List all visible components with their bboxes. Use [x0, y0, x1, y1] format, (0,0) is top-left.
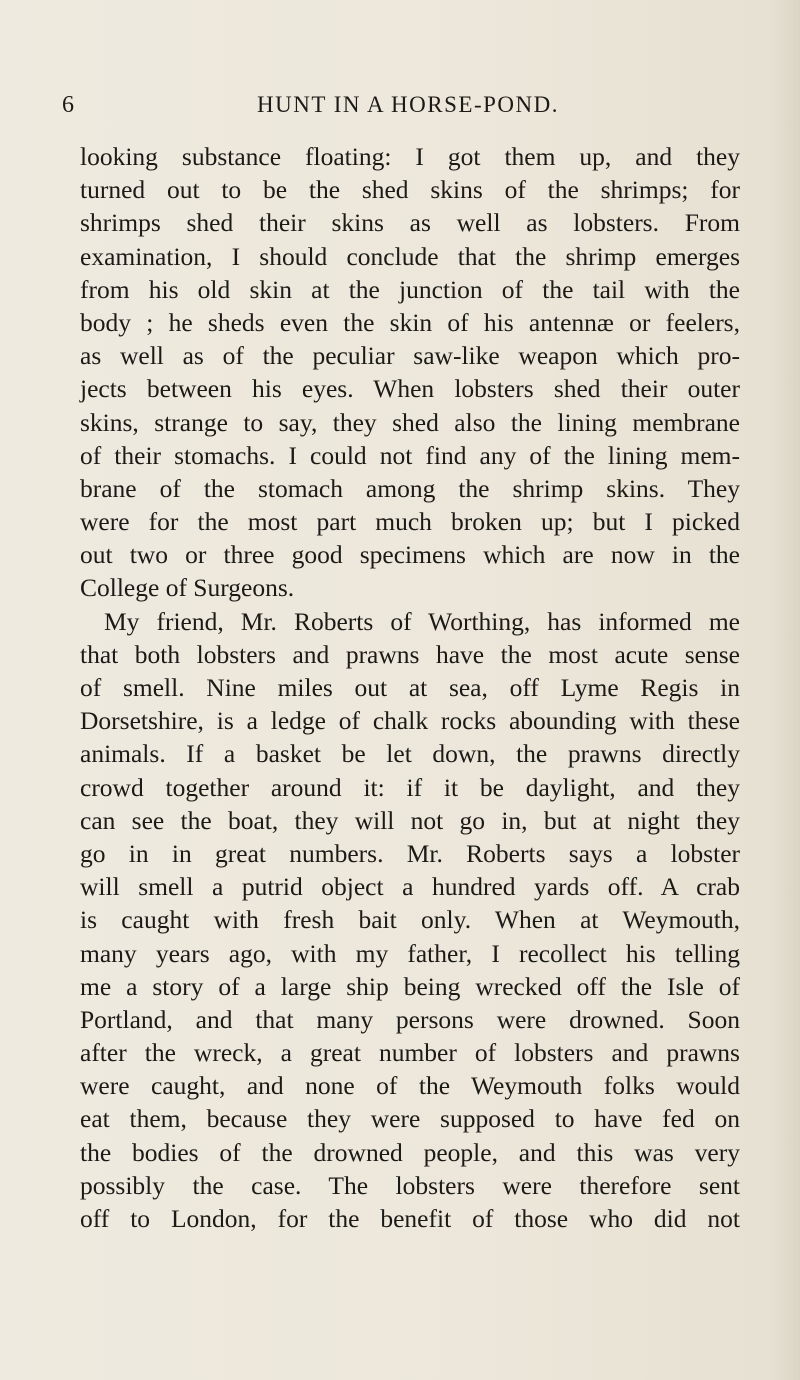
text-line: of smell. Nine miles out at sea, off Lyme Regis in: [80, 673, 740, 702]
text-line: many years ago, with my father, I recollect his telling: [80, 938, 740, 968]
text-line: can see the boat, they will not go in, but at night they: [80, 805, 740, 835]
running-head: HUNT IN A HORSE-POND.: [257, 92, 559, 117]
text-line: after the wreck, a great number of lobsters and prawns: [80, 1038, 740, 1068]
text-line: as well as of the peculiar saw-like weapon which pro-: [80, 341, 740, 371]
page-header: [62, 92, 742, 122]
text-line: looking substance floating: I got them up, and they: [80, 142, 740, 171]
text-line: Dorsetshire, is a ledge of chalk rocks abounding with these: [80, 706, 740, 736]
text-line: body ; he sheds even the skin of his antennæ or feelers,: [80, 307, 740, 337]
text-line: shrimps shed their skins as well as lobsters. From: [80, 208, 740, 238]
text-line: possibly the case. The lobsters were therefore sent: [80, 1170, 740, 1200]
text-line: will smell a putrid object a hundred yards off. A crab: [80, 872, 740, 902]
text-line: that both lobsters and prawns have the most acute sense: [80, 639, 740, 669]
text-line: were caught, and none of the Weymouth folks would: [80, 1071, 740, 1101]
text-line: jects between his eyes. When lobsters shed their outer: [80, 374, 740, 404]
text-line: me a story of a large ship being wrecked off the Isle of: [80, 971, 740, 1001]
paragraph-start-line: My friend, Mr. Roberts of Worthing, has informed me: [104, 606, 740, 636]
text-line: is caught with fresh bait only. When at Weymouth,: [80, 905, 740, 935]
text-line: go in in great numbers. Mr. Roberts says a lobster: [80, 838, 740, 868]
text-line: from his old skin at the junction of the tail with the: [80, 274, 740, 304]
text-line: of their stomachs. I could not find any of the lining mem-: [80, 440, 740, 470]
text-line: off to London, for the benefit of those who did not: [80, 1204, 740, 1233]
text-line: skins, strange to say, they shed also the lining membrane: [80, 407, 740, 437]
text-line: eat them, because they were supposed to have fed on: [80, 1104, 740, 1134]
page-number: 6: [62, 92, 74, 118]
text-line: out two or three good specimens which are now in the: [80, 540, 740, 570]
text-line: animals. If a basket be let down, the prawns directly: [80, 739, 740, 769]
text-line: turned out to be the shed skins of the shrimps; for: [80, 175, 740, 205]
text-line: Portland, and that many persons were drowned. Soon: [80, 1004, 740, 1034]
text-line: brane of the stomach among the shrimp skins. They: [80, 473, 740, 503]
text-line: were for the most part much broken up; but I picked: [80, 507, 740, 537]
text-line: the bodies of the drowned people, and this was very: [80, 1137, 740, 1167]
body-text: [80, 140, 740, 1235]
text-line: examination, I should conclude that the shrimp emerges: [80, 241, 740, 271]
page-edge-shadow: [772, 0, 800, 1380]
paragraph-end-line: College of Surgeons.: [80, 573, 295, 603]
text-line: crowd together around it: if it be daylight, and they: [80, 772, 740, 802]
